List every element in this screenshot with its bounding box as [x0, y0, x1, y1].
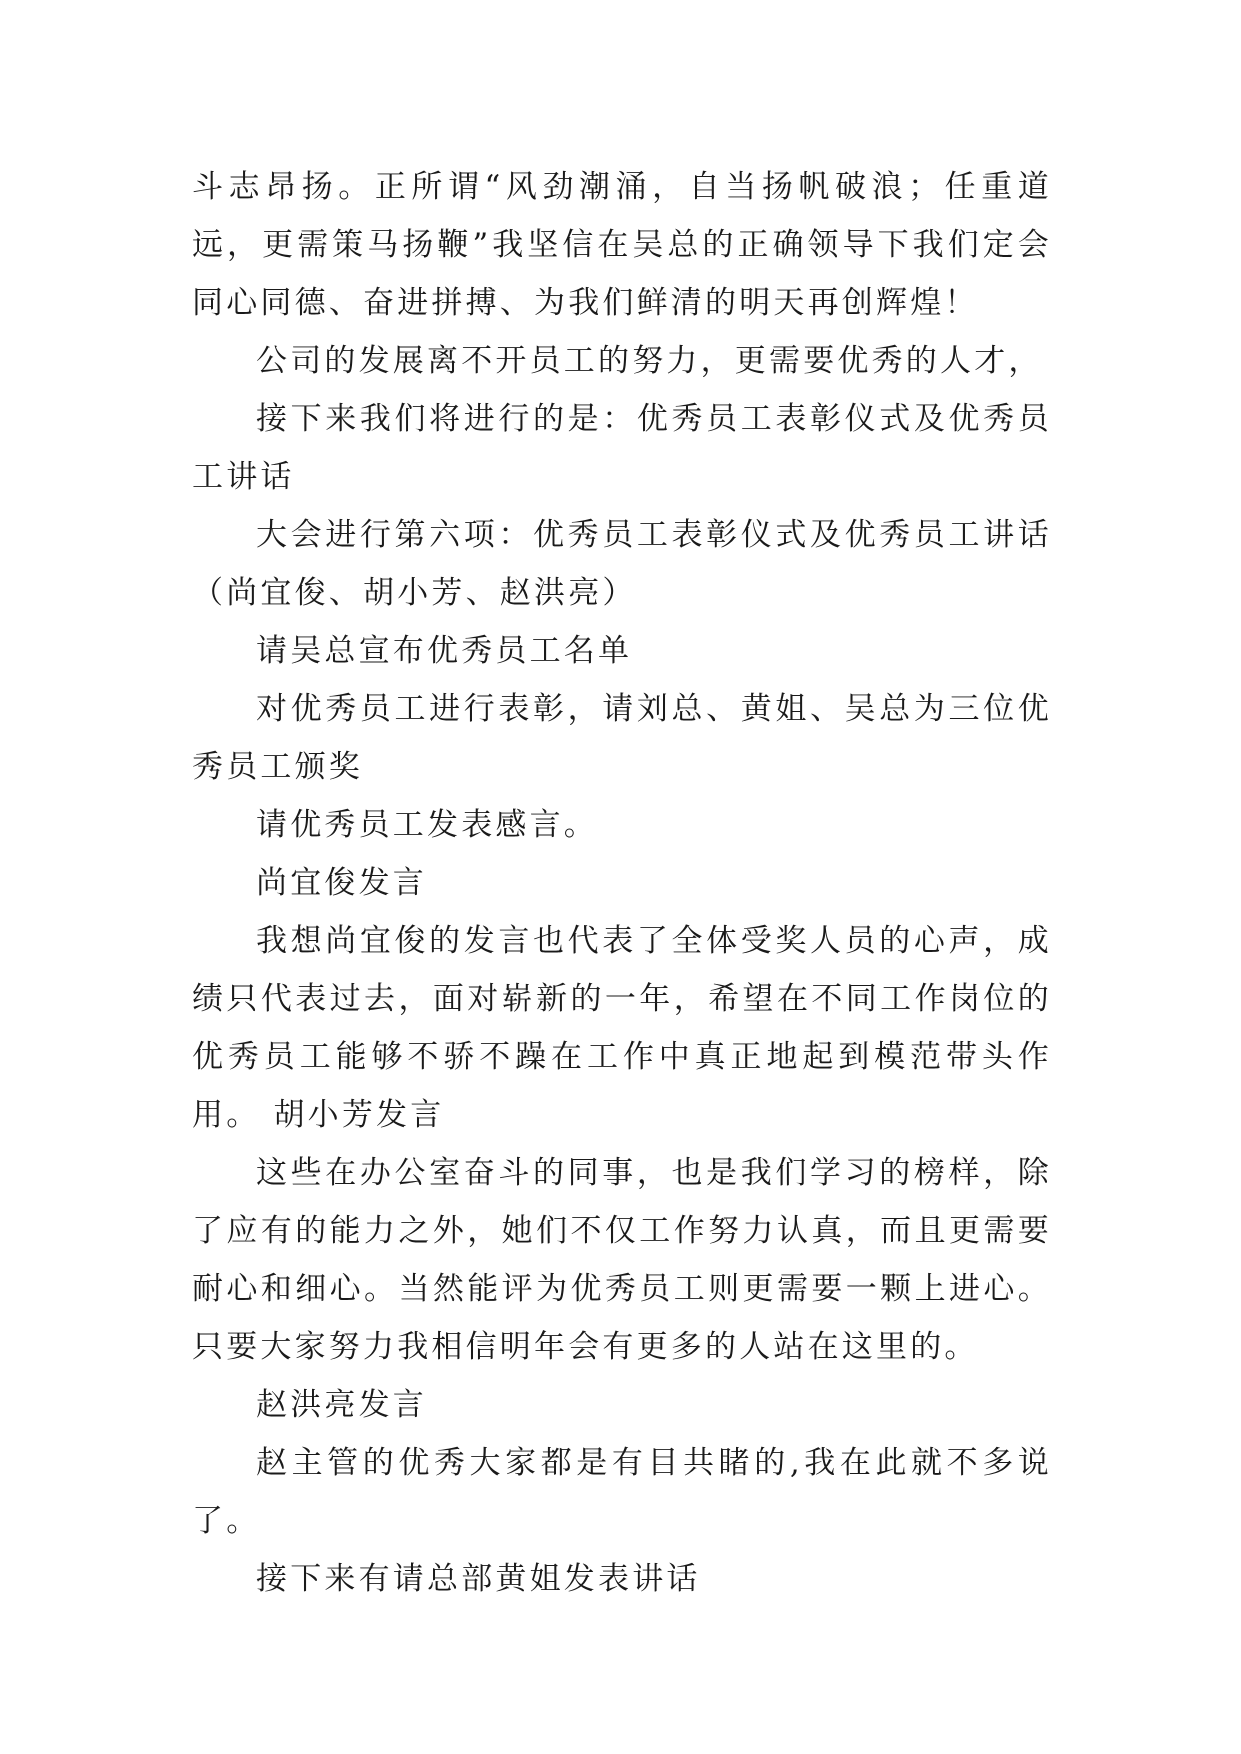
- document-body: [192, 158, 1052, 1608]
- paragraph-12: 赵主管的优秀大家都是有目共睹的,我在此就不多说了。: [192, 1445, 1052, 1539]
- paragraph-7: 请优秀员工发表感言。: [256, 807, 598, 843]
- paragraph-13: 接下来有请总部黄姐发表讲话: [256, 1561, 701, 1597]
- paragraph-3: 接下来我们将进行的是：优秀员工表彰仪式及优秀员工讲话: [192, 401, 1052, 495]
- paragraph-2: 公司的发展离不开员工的努力，更需要优秀的人才，: [256, 343, 1043, 379]
- paragraph-5: 请吴总宣布优秀员工名单: [256, 633, 633, 669]
- paragraph-8: 尚宜俊发言: [256, 865, 427, 901]
- paragraph-1: 斗志昂扬。正所谓“风劲潮涌，自当扬帆破浪；任重道远，更需策马扬鞭”我坚信在吴总的正确领导下我们定会同心同德、奋进拼搏、为我们鲜清的明天再创辉煌！: [192, 169, 1052, 321]
- paragraph-10: 这些在办公室奋斗的同事，也是我们学习的榜样，除了应有的能力之外，她们不仅工作努力认真，而且更需要耐心和细心。当然能评为优秀员工则更需要一颗上进心。只要大家努力我相信明年会有更多的人站在这里的。: [192, 1155, 1052, 1365]
- paragraph-4: 大会进行第六项：优秀员工表彰仪式及优秀员工讲话（尚宜俊、胡小芳、赵洪亮）: [192, 517, 1052, 611]
- paragraph-11: 赵洪亮发言: [256, 1387, 427, 1423]
- paragraph-9: 我想尚宜俊的发言也代表了全体受奖人员的心声，成绩只代表过去，面对崭新的一年，希望在不同工作岗位的优秀员工能够不骄不躁在工作中真正地起到模范带头作用。 胡小芳发言: [192, 923, 1052, 1133]
- paragraph-6: 对优秀员工进行表彰，请刘总、黄姐、吴总为三位优秀员工颁奖: [192, 691, 1052, 785]
